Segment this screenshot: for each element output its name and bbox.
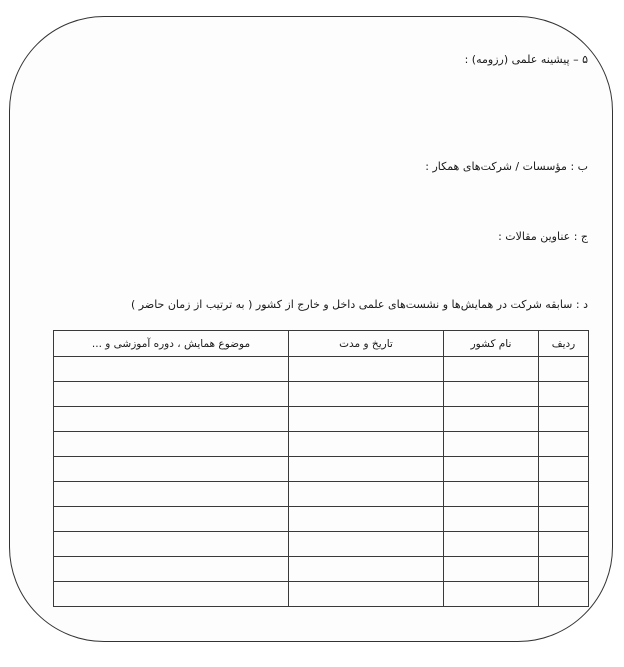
table-row <box>54 407 589 432</box>
cell-country-name[interactable] <box>444 432 539 457</box>
cell-date-duration[interactable] <box>289 532 444 557</box>
table-row <box>54 457 589 482</box>
table-row <box>54 382 589 407</box>
table-header-row <box>54 331 589 357</box>
cell-row-number[interactable] <box>539 382 589 407</box>
section-title-resume: ۵ – پیشینه علمی (رزومه) : <box>464 53 588 66</box>
label-conference-history: د : سابقه شرکت در همایش‌ها و نشست‌های علمی داخل و خارج از کشور ( به ترتیب از زمان حاضر ) <box>131 298 588 311</box>
cell-country-name[interactable] <box>444 482 539 507</box>
cell-row-number[interactable] <box>539 557 589 582</box>
cell-date-duration[interactable] <box>289 482 444 507</box>
cell-row-number[interactable] <box>539 482 589 507</box>
header-row-number: ردیف <box>539 331 589 357</box>
cell-country-name[interactable] <box>444 457 539 482</box>
cell-row-number[interactable] <box>539 432 589 457</box>
table-row <box>54 432 589 457</box>
cell-conference-topic[interactable] <box>54 357 289 382</box>
label-partner-institutions: ب : مؤسسات / شرکت‌های همکار : <box>425 160 588 173</box>
conference-history-table <box>53 330 589 607</box>
cell-date-duration[interactable] <box>289 357 444 382</box>
cell-conference-topic[interactable] <box>54 407 289 432</box>
cell-date-duration[interactable] <box>289 507 444 532</box>
cell-date-duration[interactable] <box>289 407 444 432</box>
table-row <box>54 532 589 557</box>
cell-country-name[interactable] <box>444 557 539 582</box>
cell-row-number[interactable] <box>539 507 589 532</box>
cell-country-name[interactable] <box>444 407 539 432</box>
cell-country-name[interactable] <box>444 357 539 382</box>
cell-country-name[interactable] <box>444 507 539 532</box>
cell-country-name[interactable] <box>444 382 539 407</box>
cell-date-duration[interactable] <box>289 557 444 582</box>
cell-conference-topic[interactable] <box>54 582 289 607</box>
cell-date-duration[interactable] <box>289 432 444 457</box>
cell-conference-topic[interactable] <box>54 382 289 407</box>
cell-row-number[interactable] <box>539 357 589 382</box>
header-conference-topic: موضوع همایش ، دوره آموزشی و ... <box>54 331 289 357</box>
cell-conference-topic[interactable] <box>54 457 289 482</box>
cell-date-duration[interactable] <box>289 382 444 407</box>
cell-row-number[interactable] <box>539 457 589 482</box>
header-date-duration: تاریخ و مدت <box>289 331 444 357</box>
cell-country-name[interactable] <box>444 532 539 557</box>
cell-row-number[interactable] <box>539 532 589 557</box>
cell-row-number[interactable] <box>539 407 589 432</box>
table-row <box>54 357 589 382</box>
cell-conference-topic[interactable] <box>54 432 289 457</box>
cell-row-number[interactable] <box>539 582 589 607</box>
table-row <box>54 482 589 507</box>
cell-date-duration[interactable] <box>289 582 444 607</box>
table-row <box>54 557 589 582</box>
header-country-name: نام کشور <box>444 331 539 357</box>
cell-conference-topic[interactable] <box>54 507 289 532</box>
cell-conference-topic[interactable] <box>54 532 289 557</box>
table-row <box>54 582 589 607</box>
table-row <box>54 507 589 532</box>
label-article-titles: ج : عناوین مقالات : <box>498 230 588 243</box>
cell-country-name[interactable] <box>444 582 539 607</box>
cell-date-duration[interactable] <box>289 457 444 482</box>
cell-conference-topic[interactable] <box>54 482 289 507</box>
cell-conference-topic[interactable] <box>54 557 289 582</box>
